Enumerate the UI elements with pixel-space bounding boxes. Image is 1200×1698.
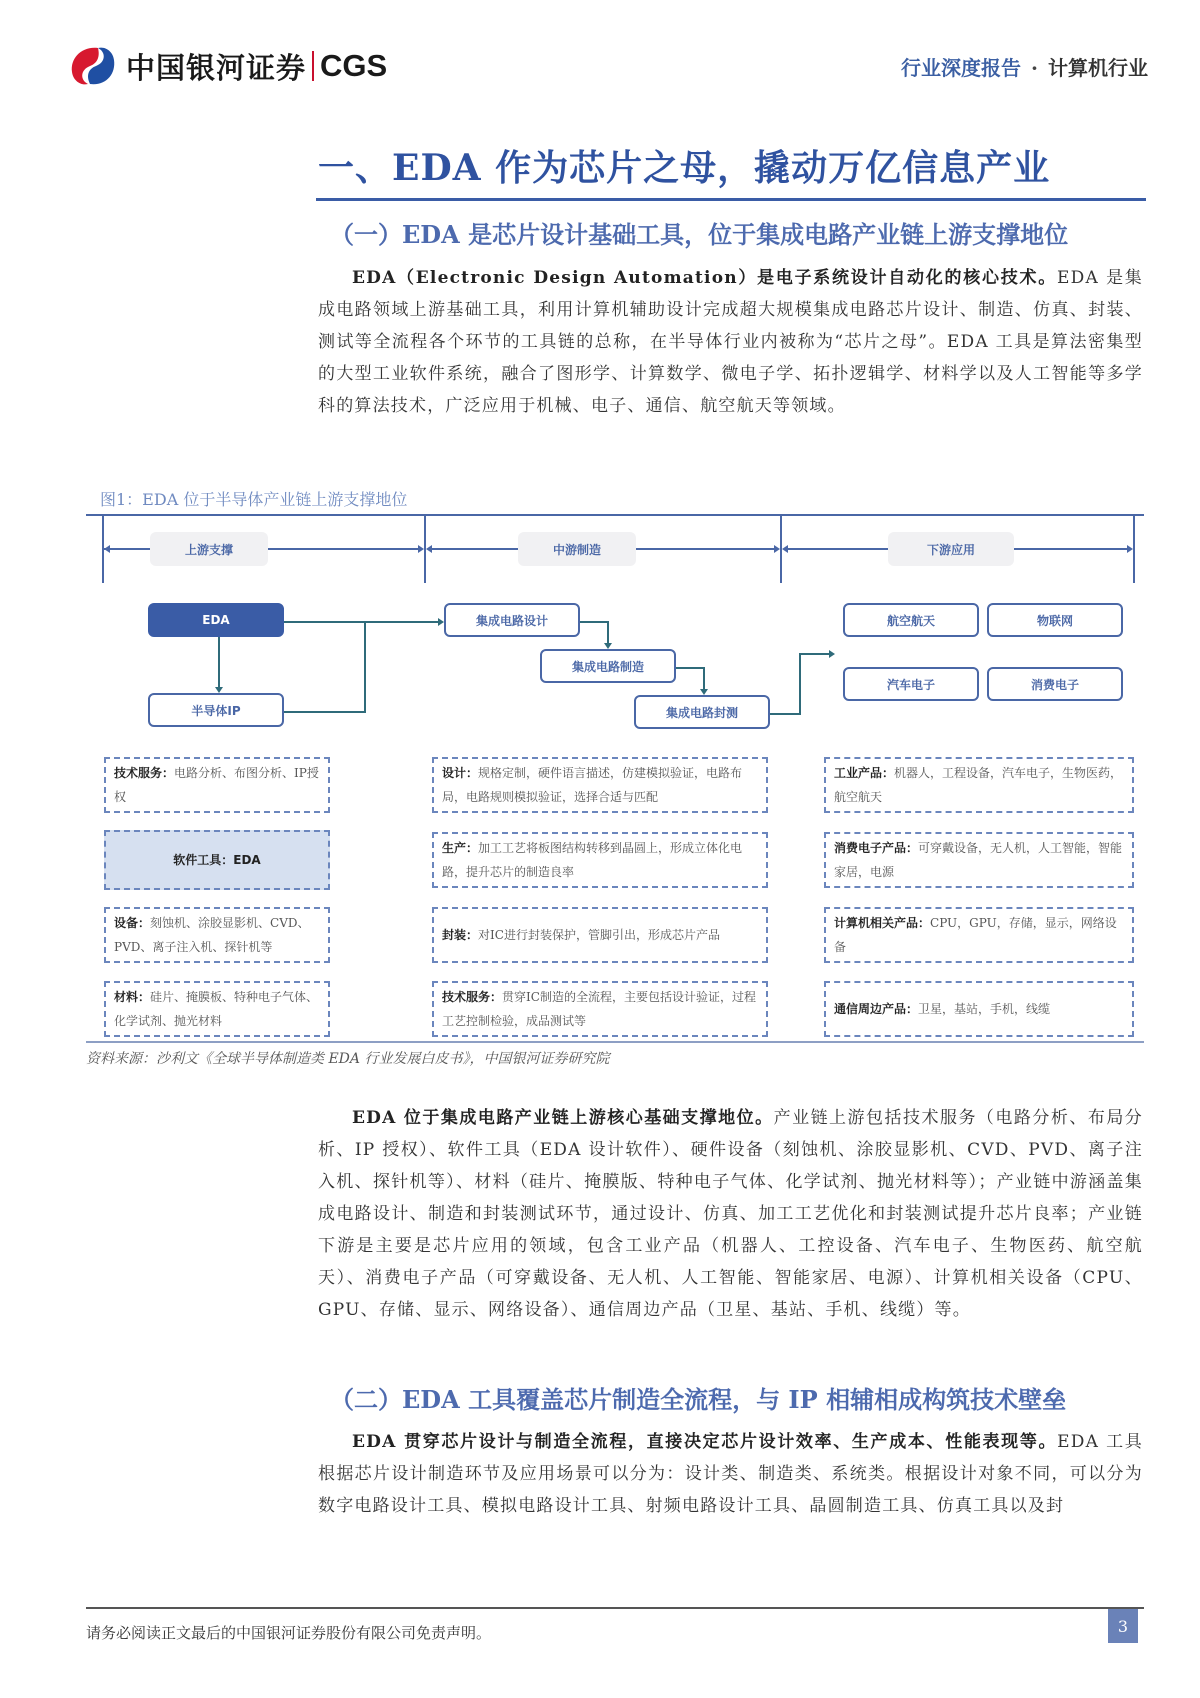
upstream-equipment: 设备：刻蚀机、涂胶显影机、CVD、PVD、离子注入机、探针机等 (104, 907, 330, 963)
stage-downstream: 下游应用 (888, 532, 1014, 566)
upstream-materials: 材料：硅片、掩膜板、特种电子气体、化学试剂、抛光材料 (104, 981, 330, 1037)
upstream-tech-services: 技术服务：电路分析、布图分析、IP授权 (104, 757, 330, 813)
intro-paragraph (318, 262, 1143, 422)
node-auto-electronics: 汽车电子 (843, 667, 979, 701)
stage-divider (1133, 515, 1135, 583)
midstream-production: 生产：加工工艺将板图结构转移到晶圆上，形成立体化电路，提升芯片的制造良率 (432, 832, 768, 888)
node-aerospace: 航空航天 (843, 603, 979, 637)
node-eda: EDA (148, 603, 284, 637)
connector (799, 653, 801, 715)
downstream-communication: 通信周边产品：卫星，基站，手机，线缆 (824, 981, 1134, 1037)
figure-top-rule (86, 514, 1144, 516)
intro-body: EDA 是集成电路领域上游基础工具，利用计算机辅助设计完成超大规模集成电路芯片设计、制造、仿真、封装、测试等全流程各个环节的工具链的总称，在半导体行业内被称为“芯片之母”。EDA 工具是算法密集型的大型工业软件系统，融合了图形学、计算数学、微电子学、拓扑逻辑学、材料学以及人工智能等多学科的算法技术，广泛应用于机械、电子、通信、航空航天等领域。 (318, 268, 1144, 416)
connector (284, 621, 438, 623)
node-ic-manufacture: 集成电路制造 (540, 649, 676, 683)
node-consumer-electronics: 消费电子 (987, 667, 1123, 701)
page-number: 3 (1108, 1609, 1138, 1643)
arrow-right-icon (829, 650, 835, 658)
downstream-consumer: 消费电子产品：可穿戴设备，无人机，人工智能，智能家居，电源 (824, 832, 1134, 888)
footer-rule (86, 1607, 1144, 1609)
footer-disclaimer: 请务必阅读正文最后的中国银河证券股份有限公司免责声明。 (86, 1624, 492, 1642)
stage-midstream: 中游制造 (518, 532, 636, 566)
upstream-software-tools: 软件工具：EDA (104, 830, 330, 890)
eda-tools-paragraph (318, 1426, 1143, 1522)
tools-lead: EDA 贯穿芯片设计与制造全流程，直接决定芯片设计效率、生产成本、性能表现等。 (352, 1432, 1058, 1452)
cgs-logo-icon (68, 44, 118, 88)
connector (703, 667, 705, 689)
stage-upstream: 上游支撑 (150, 532, 268, 566)
arrow-down-icon (604, 643, 612, 649)
figure-title: 图1：EDA 位于半导体产业链上游支撑地位 (100, 490, 408, 509)
logo-english-name: CGS (320, 48, 388, 83)
tools-body: EDA 工具根据芯片设计制造环节及应用场景可以分为：设计类、制造类、系统类。根据设计对象不同，可以分为数字电路设计工具、模拟电路设计工具、射频电路设计工具、晶圆制造工具、仿真工具以及封 (318, 1432, 1143, 1516)
stage-arrow-line (1014, 548, 1127, 550)
subsection-2-title: （二）EDA 工具覆盖芯片制造全流程，与 IP 相辅相成构筑技术壁垒 (330, 1385, 1067, 1414)
connector (580, 621, 608, 623)
arrow-right-icon (438, 618, 444, 626)
connector (218, 637, 220, 687)
header-separator: · (1031, 56, 1038, 80)
connector (676, 667, 704, 669)
connector (364, 622, 366, 713)
connector (799, 653, 829, 655)
industry-label: 计算机行业 (1048, 56, 1148, 80)
chain-body: 产业链上游包括技术服务（电路分析、布局分析、IP 授权）、软件工具（EDA 设计软件）、硬件设备（刻蚀机、涂胶显影机、CVD、PVD、离子注入机、探针机等）、材料（硅片、掩膜版、特种电子气体、化学试剂、抛光材料等）；产业链中游涵盖集成电路设计、制造和封装测试环节，通过设计、仿真、加工工艺优化和封装测试提升芯片良率；产业链下游是主要是芯片应用的领域，包含工业产品（机器人、工控设备、汽车电子、生物医药、航空航天）、消费电子产品（可穿戴设备、无人机、人工智能、智能家居、电源）、计算机相关设备（CPU、GPU、存储、显示、网络设备）、通信周边产品（卫星、基站、手机、线缆）等。 (318, 1108, 1144, 1320)
node-ic-package-test: 集成电路封测 (634, 695, 770, 729)
node-semiconductor-ip: 半导体IP (148, 693, 284, 727)
logo-divider (312, 51, 314, 81)
subsection-1-title: （一）EDA 是芯片设计基础工具，位于集成电路产业链上游支撑地位 (330, 220, 1069, 249)
industry-chain-paragraph (318, 1102, 1143, 1326)
downstream-computer: 计算机相关产品：CPU，GPU，存储，显示，网络设备 (824, 907, 1134, 963)
node-iot: 物联网 (987, 603, 1123, 637)
logo-chinese-name: 中国银河证券 (126, 50, 307, 85)
chain-lead: EDA 位于集成电路产业链上游核心基础支撑地位。 (352, 1108, 774, 1128)
connector (284, 711, 364, 713)
midstream-tech-services: 技术服务：贯穿IC制造的全流程，主要包括设计验证，过程工艺控制检验，成品测试等 (432, 981, 768, 1037)
midstream-packaging: 封装：对IC进行封装保护，管脚引出，形成芯片产品 (432, 907, 768, 963)
stage-arrow-line (788, 548, 888, 550)
midstream-design: 设计：规格定制，硬件语言描述，仿建模拟验证，电路布局，电路规则模拟验证，选择合适与匹配 (432, 757, 768, 813)
arrow-left-icon (104, 545, 110, 553)
figure-bottom-rule (86, 1041, 1144, 1043)
arrow-right-icon (774, 545, 780, 553)
arrow-down-icon (700, 689, 708, 695)
connector (770, 713, 800, 715)
connector (607, 621, 609, 643)
stage-arrow-line (104, 548, 154, 550)
intro-lead: EDA（Electronic Design Automation）是电子系统设计自动化的核心技术。 (352, 268, 1057, 288)
report-category (901, 52, 1148, 81)
arrow-right-icon (1127, 545, 1133, 553)
stage-arrow-line (268, 548, 418, 550)
node-ic-design: 集成电路设计 (444, 603, 580, 637)
section-title-rule (316, 198, 1146, 201)
arrow-right-icon (418, 545, 424, 553)
stage-arrow-line (432, 548, 518, 550)
arrow-down-icon (215, 687, 223, 693)
stage-arrow-line (636, 548, 774, 550)
downstream-industrial: 工业产品：机器人，工程设备，汽车电子，生物医药，航空航天 (824, 757, 1134, 813)
section-title: 一、EDA 作为芯片之母，撬动万亿信息产业 (318, 147, 1051, 189)
figure-source: 资料来源：沙利文《全球半导体制造类 EDA 行业发展白皮书》，中国银河证券研究院 (86, 1051, 610, 1067)
company-logo (68, 44, 387, 88)
report-type: 行业深度报告 (901, 56, 1022, 80)
